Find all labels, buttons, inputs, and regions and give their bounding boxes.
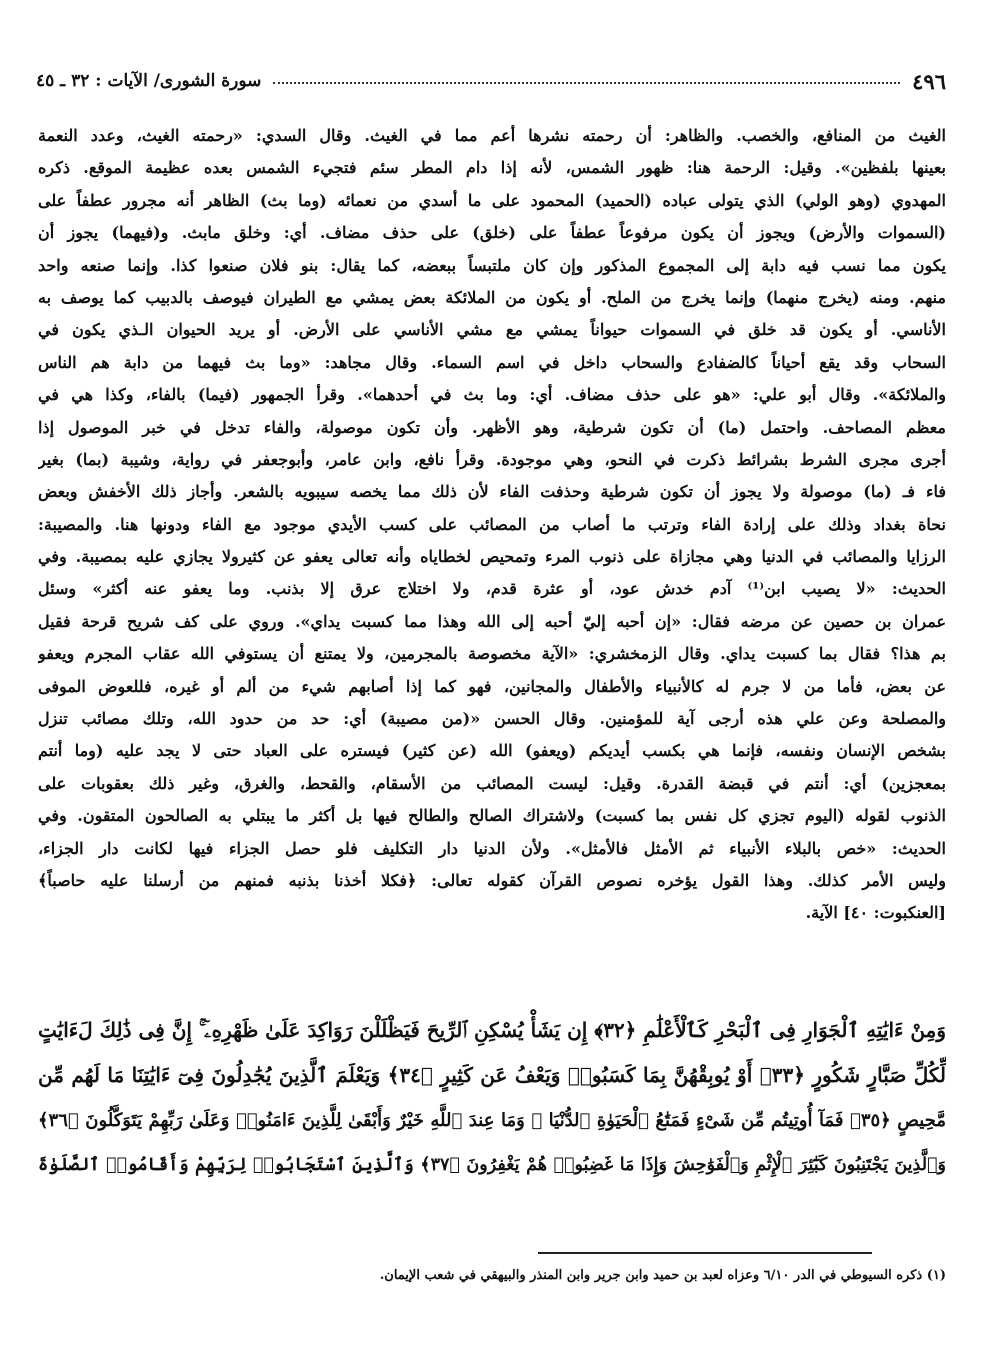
running-title: سورة الشورى/ الآيات : ٣٢ ـ ٤٥ [36, 71, 262, 91]
text-line: عمران بن حصين عن مرضه فقال: «إن أحبه إليّ أحبه إلى الله وهذا مما كسبت يداي». وروي على كف شريح قرحة فقيل [38, 611, 946, 631]
text-line: معظم المصاحف. واحتمل (ما) أن تكون شرطية، وهو الأظهر. وأن تكون موصولة، والفاء تدخل في خبر الموصول إذا [38, 417, 946, 437]
text-line: [العنكبوت: ٤٠] الآية. [805, 903, 946, 923]
text-line: الرزايا والمصائب في الدنيا وهي مجازاة على ذنوب المرء وتمحيص لخطاياه وأنه تعالى يعفو عن كثيرولا يجازي عليه بمصيبة. وفي [38, 547, 946, 567]
text-line: عن بعض، فأما من لا جرم له كالأنبياء والأطفال والمجانين، فهو كما إذا أصابهم شيء من ألم أو غيره، فللعوض الموفى [38, 676, 946, 696]
text-line: بمعجزين) أي: أنتم في قبضة القدرة. وقيل: ليست المصائب من الأسقام، والقحط، والغرق، وغير ذلك بعقوبات على [38, 773, 946, 793]
text-line: يكون مما نسب فيه دابة إلى المجموع المذكور وإن كان ملتبساً ببعضه، كما يقال: بنو فلان صنعوا كذا. وإنما صنعه واحد [38, 255, 946, 275]
text-line: الغيث من المنافع، والخصب. والظاهر: أن رحمته نشرها أعم مما في الغيث. وقال السدي: «رحمته الغيث، وعدد النعمة [38, 126, 946, 145]
page-number: ٤٩٦ [912, 68, 946, 94]
text-line: فاء فـ (ما) موصولة ولا يجوز أن تكون شرطية وحذفت الفاء لأن ذلك مما يخصه سيبويه بالشعر. وأجاز ذلك الأخفش وبعض [38, 482, 946, 502]
text-line: المهدوي (وهو الولي) الذي يتولى عباده (الحميد) المحمود على ما أسدي من نعمائه (وما بث) الظاهر أنه مجرور عطفاً على [38, 190, 946, 210]
verse-line: وَٱلَّذِينَ يَجْتَنِبُونَ كَبَٰٓئِرَ ٱلْإِثْمِ وَٱلْفَوَٰحِشَ وَإِذَا مَا غَضِبُوا۟ هُمْ يَغْفِرُونَ ﴿٣٧﴾ وَٱلَّذِينَ ٱسْتَجَابُوا۟ لِرَبِّهِمْ وَأَقَامُوا۟ ٱلصَّلَوٰةَ [38, 1155, 946, 1175]
page-header [36, 66, 946, 96]
text-line: والملائكة». وقال أبو علي: «هو على حذف مضاف. أي: وما بث في أحدهما». وقرأ الجمهور (فيما) بالفاء، وكذا هي في [38, 385, 946, 405]
text-line: الأناسي. أو يكون قد خلق في السموات حيواناً يمشي مع مشي الأناسي على الأرض. أو يريد الحيوان الـذي يكون في [38, 320, 946, 340]
text-line: نحاة بغداد وذلك على إرادة الفاء وترتب ما أصاب من المصائب على كسب الأيدي موجود مع الفاء ودونها هنا. والمصيبة: [38, 514, 946, 534]
header-dotted-leader [273, 78, 900, 84]
text-line: منهم. ومنه (يخرج منهما) وإنما يخرج من الملح. أو يكون من الملائكة بعض يمشي مع الطيران فيوصف بالدبيب كما يوصف به [38, 287, 946, 307]
verse-line: وَمِنْ ءَايَٰتِهِ ٱلْجَوَارِ فِى ٱلْبَحْرِ كَٱلْأَعْلَٰمِ ﴿٣٢﴾ إِن يَشَأْ يُسْكِنِ ٱلرِّيحَ فَيَظْلَلْنَ رَوَاكِدَ عَلَىٰ ظَهْرِهِۦٓ ۚ إِنَّ فِى ذَٰلِكَ لَءَايَٰتٍ [38, 1018, 946, 1042]
footnote-divider [538, 1252, 872, 1254]
text-line: بم هذا؟ فقال بما كسبت يداي. وقال الزمخشري: «الآية مخصوصة بالمجرمين، ولا يمتنع أن يستوفي الله عقاب المجرم ويعفو [38, 644, 946, 664]
text-line: والمصلحة وعن علي هذه أرجى آية للمؤمنين. وقال الحسن «(من مصيبة) أي: حد من حدود الله، وتلك مصائب تنزل [38, 709, 946, 729]
text-line: الحديث: «لا يصيب ابن⁽¹⁾ آدم خدش عود، أو عثرة قدم، ولا اختلاج عرق إلا بذنب. وما يعفو عنه أكثر» وسئل [38, 579, 946, 599]
text-line: بشخص الإنسان ونفسه، فإنما هي بكسب أيديكم (ويعفو) الله (عن كثير) فيستره على العباد حتى لا يجد عليه (وما أنتم [38, 741, 946, 761]
verse-line: لِّكُلِّ صَبَّارٍ شَكُورٍ ﴿٣٣﴾ أَوْ يُوبِقْهُنَّ بِمَا كَسَبُوا۟ وَيَعْفُ عَن كَثِيرٍ ﴿٣٤﴾ وَيَعْلَمَ ٱلَّذِينَ يُجَٰدِلُونَ فِىٓ ءَايَٰتِنَا مَا لَهُم مِّن [38, 1063, 946, 1087]
text-line: أجرى مجرى الشرط بشرائط ذكرت في النحو، وهي موجودة. وقرأ نافع، وابن عامر، وأبوجعفر في رواية، وشيبة (بما) بغير [38, 449, 946, 469]
text-line: الذنوب لقوله (اليوم تجزي كل نفس بما كسبت) ولاشتراك الصالح والطالح فيها بل أكثر ما يبتلي به الصالحون المتقون. وفي [38, 806, 946, 826]
text-line: السحاب وقد يقع أحياناً كالضفادع والسحاب داخل في اسم السماء. وقال مجاهد: «وما بث فيهما من دابة هم الناس [38, 352, 946, 372]
quran-verses [38, 1008, 946, 1188]
verse-line: مَّحِيصٍ ﴿٣٥﴾ فَمَآ أُوتِيتُم مِّن شَىْءٍ فَمَتَٰعُ ٱلْحَيَوٰةِ ٱلدُّنْيَا ۖ وَمَا عِندَ ٱللَّهِ خَيْرٌ وَأَبْقَىٰ لِلَّذِينَ ءَامَنُوا۟ وَعَلَىٰ رَبِّهِمْ يَتَوَكَّلُونَ ﴿٣٦﴾ [38, 1110, 946, 1131]
text-line: الحديث: «خص بالبلاء الأنبياء ثم الأمثل فالأمثل». ولأن الدنيا دار التكليف فلو حصل الجزاء فيها لكانت دار الجزاء، [38, 838, 946, 858]
text-line: (السموات والأرض) ويجوز أن يكون مرفوعاً عطفاً على (خلق) على حذف مضاف. أي: وخلق مابث. و(فيهما) يجوز أن [38, 223, 946, 243]
footnote: (١) ذكره السيوطي في الدر ٦/١٠ وعزاه لعبد بن حميد وابن جرير وابن المنذر والبيهقي في شعب الإيمان. [379, 1268, 946, 1283]
text-line: بعينها بلفظين». وقيل: الرحمة هنا: ظهور الشمس، لأنه إذا دام المطر سئم فتجيء الشمس بعده عظيمة الموقع. ذكره [38, 158, 946, 178]
text-line: وليس الأمر كذلك. وهذا القول يؤخره نصوص القرآن كقوله تعالى: ﴿فكلا أخذنا بذنبه فمنهم من أرسلنا عليه حاصباً﴾ [38, 870, 946, 890]
commentary-text [38, 120, 946, 930]
